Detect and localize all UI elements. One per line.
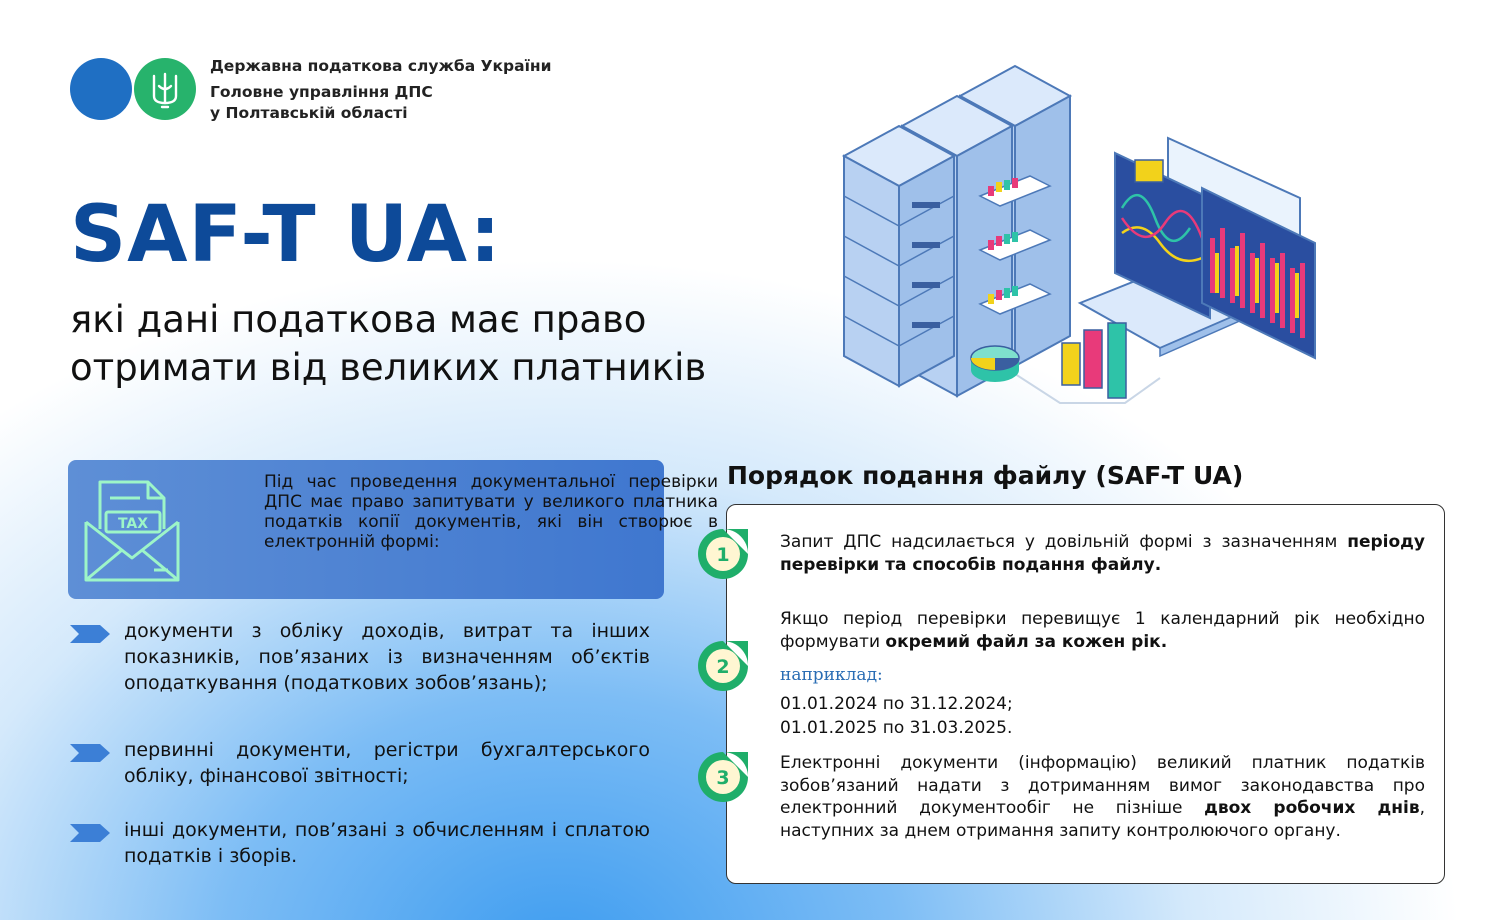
step-1-badge xyxy=(696,527,750,581)
step-2-text-plain: Якщо період перевірки перевищує 1 календарний рік необхідно формувати xyxy=(780,609,1425,652)
example-label: наприклад: xyxy=(780,665,883,685)
arrow-bullet-icon xyxy=(70,744,110,762)
list-item-text: документи з обліку доходів, витрат та інших показників, пов’язаних із визначенням об’єктів оподаткування (податкових зобов’язань); xyxy=(124,620,650,694)
server-laptop-illustration xyxy=(830,58,1320,418)
intro-text: Під час проведення документальної перевірки ДПС має право запитувати у великого платника податків копії документів, які він створює в електронній формі: xyxy=(264,472,718,552)
subtitle-line-2: отримати від великих платників xyxy=(70,346,707,389)
page-title: SAF-T UA: xyxy=(70,190,502,280)
tax-envelope-icon xyxy=(84,474,184,584)
step-2-text-bold: окремий файл за кожен рік. xyxy=(885,631,1168,652)
step-3-text xyxy=(780,752,1425,842)
list-item xyxy=(70,817,650,877)
example-date-2: 01.01.2025 по 31.03.2025. xyxy=(780,718,1013,738)
list-item-text: первинні документи, регістри бухгалтерського обліку, фінансової звітності; xyxy=(124,739,650,787)
step-2-text xyxy=(780,608,1425,653)
server-rack-icon xyxy=(844,66,1070,396)
dps-logo xyxy=(70,56,198,122)
pie-chart-icon xyxy=(971,346,1019,382)
org-line-3: у Полтавській області xyxy=(210,104,408,122)
org-line-2: Головне управління ДПС xyxy=(210,83,433,101)
org-line-1: Державна податкова служба України xyxy=(210,57,552,75)
list-item xyxy=(70,737,650,797)
example-date-1: 01.01.2024 по 31.12.2024; xyxy=(780,694,1013,714)
subtitle-line-1: які дані податкова має право xyxy=(70,298,647,341)
step-3-number: 3 xyxy=(716,767,730,789)
intro-box xyxy=(68,460,718,599)
list-item-text: інші документи, пов’язані з обчисленням і сплатою податків і зборів. xyxy=(124,819,650,867)
page-subtitle xyxy=(70,296,706,392)
arrow-bullet-icon xyxy=(70,625,110,643)
example-dates xyxy=(780,692,1013,740)
step-1-number: 1 xyxy=(716,544,730,566)
step-3-badge xyxy=(696,750,750,804)
step-1-text xyxy=(780,531,1425,576)
tax-icon-label: TAX xyxy=(117,516,149,532)
list-item xyxy=(70,618,650,718)
step-1-text-plain: Запит ДПС надсилається у довільній формі з зазначенням xyxy=(780,532,1348,552)
step-2-badge xyxy=(696,639,750,693)
step-2-number: 2 xyxy=(716,656,730,678)
organization-name xyxy=(210,56,551,124)
step-3-text-plain: Електронні документи (інформацію) великий платник податків зобов’язаний надати з дотриманням вимог законодавства про електронний документообіг не пізніше xyxy=(780,753,1425,818)
step-3-text-after: , наступних за днем отримання запиту контролюючого органу. xyxy=(780,798,1425,841)
bar-chart-icon xyxy=(1062,323,1126,398)
arrow-bullet-icon xyxy=(70,824,110,842)
step-3-text-bold: двох робочих днів xyxy=(1204,798,1420,818)
step-1-text-bold: періоду перевірки та способів подання файлу. xyxy=(780,532,1425,575)
procedure-title: Порядок подання файлу (SAF-T UA) xyxy=(727,461,1244,490)
